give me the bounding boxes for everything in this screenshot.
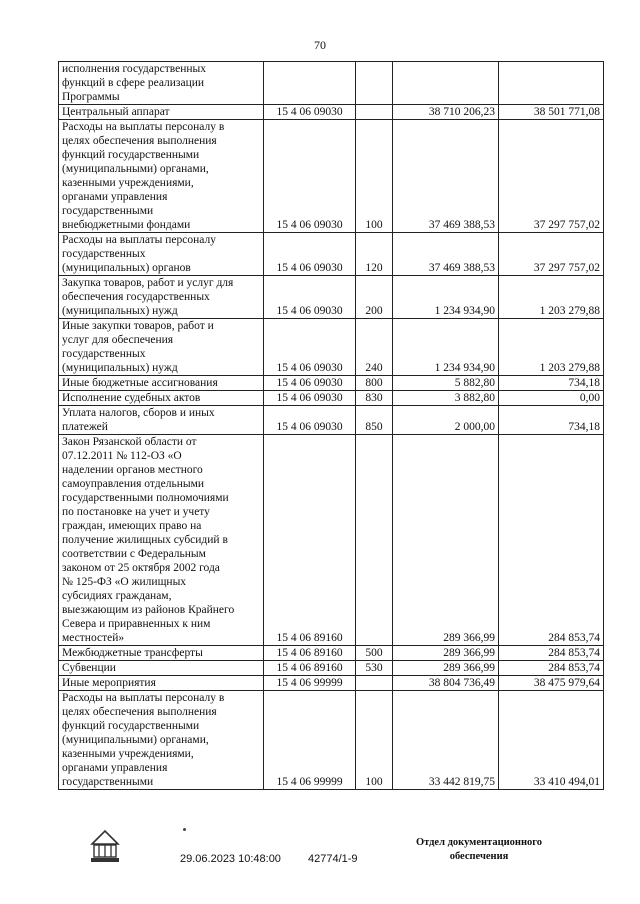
row-expense-type: 850 [356,406,393,435]
row-amount-1 [393,62,499,105]
row-amount-2: 37 297 757,02 [499,120,604,233]
row-code: 15 4 06 09030 [264,319,356,376]
row-code: 15 4 06 09030 [264,391,356,406]
table-row [59,319,604,376]
row-amount-2: 734,18 [499,406,604,435]
table-row [59,676,604,691]
row-amount-1: 289 366,99 [393,435,499,646]
table-row [59,391,604,406]
row-expense-type: 500 [356,646,393,661]
row-name: Межбюджетные трансферты [59,646,264,661]
footer-department: Отдел документационного обеспечения [415,837,543,862]
row-amount-2: 284 853,74 [499,435,604,646]
row-expense-type: 100 [356,691,393,790]
row-code: 15 4 06 09030 [264,105,356,120]
row-name: Иные закупки товаров, работ и услуг для обеспечения государственных (муниципальных) нужд [59,319,264,376]
row-code: 15 4 06 09030 [264,276,356,319]
row-name: Расходы на выплаты персоналу в целях обеспечения выполнения функций государственными (муниципальными) органами, казенными учреждениями, органами управления государственными [59,691,264,790]
mark-dot [183,828,186,831]
row-name: исполнения государственных функций в сфере реализации Программы [59,62,264,105]
row-amount-1: 289 366,99 [393,646,499,661]
row-name: Закупка товаров, работ и услуг для обеспечения государственных (муниципальных) нужд [59,276,264,319]
row-code: 15 4 06 89160 [264,661,356,676]
row-amount-1: 1 234 934,90 [393,319,499,376]
row-name: Уплата налогов, сборов и иных платежей [59,406,264,435]
row-expense-type: 800 [356,376,393,391]
row-code: 15 4 06 89160 [264,646,356,661]
row-name: Закон Рязанской области от 07.12.2011 № 112-ОЗ «О наделении органов местного самоуправления отдельными государственными полномочиями по постановке на учет и учету граждан, имеющих право на получение жилищных субсидий в соответствии с Федеральным законом от 25 октября 2002 года № 125-ФЗ «О жилищных субсидиях гражданам, выезжающим из районов Крайнего Севера и приравненных к ним местностей» [59,435,264,646]
row-code: 15 4 06 09030 [264,406,356,435]
table-row [59,691,604,790]
row-amount-2: 37 297 757,02 [499,233,604,276]
row-amount-2 [499,62,604,105]
row-name: Субвенции [59,661,264,676]
budget-table [58,61,604,790]
row-amount-1: 3 882,80 [393,391,499,406]
page-number: 70 [314,38,326,52]
table-row [59,105,604,120]
budget-table-body [59,62,604,790]
row-amount-2: 734,18 [499,376,604,391]
row-amount-1: 1 234 934,90 [393,276,499,319]
table-row [59,233,604,276]
table-row [59,406,604,435]
row-amount-1: 33 442 819,75 [393,691,499,790]
row-code: 15 4 06 09030 [264,376,356,391]
table-row [59,435,604,646]
row-code [264,62,356,105]
row-amount-1: 5 882,80 [393,376,499,391]
row-amount-1: 38 804 736,49 [393,676,499,691]
row-amount-2: 284 853,74 [499,661,604,676]
row-expense-type: 100 [356,120,393,233]
row-code: 15 4 06 09030 [264,120,356,233]
row-expense-type: 530 [356,661,393,676]
row-expense-type [356,105,393,120]
row-name: Иные мероприятия [59,676,264,691]
table-row [59,120,604,233]
row-code: 15 4 06 89160 [264,435,356,646]
row-amount-2: 1 203 279,88 [499,319,604,376]
row-expense-type: 200 [356,276,393,319]
row-expense-type: 120 [356,233,393,276]
table-row [59,276,604,319]
row-expense-type: 830 [356,391,393,406]
row-amount-1: 37 469 388,53 [393,120,499,233]
row-code: 15 4 06 99999 [264,676,356,691]
row-code: 15 4 06 99999 [264,691,356,790]
row-name: Расходы на выплаты персоналу в целях обеспечения выполнения функций государственными (муниципальными) органами, казенными учреждениями, органами управления государственными внебюджетными фондами [59,120,264,233]
row-expense-type [356,62,393,105]
row-amount-2: 38 475 979,64 [499,676,604,691]
row-expense-type [356,676,393,691]
row-amount-1: 38 710 206,23 [393,105,499,120]
row-name: Расходы на выплаты персоналу государственных (муниципальных) органов [59,233,264,276]
row-amount-2: 0,00 [499,391,604,406]
footer-doc-number: 42774/1-9 [308,853,358,865]
row-amount-2: 284 853,74 [499,646,604,661]
row-amount-1: 289 366,99 [393,661,499,676]
row-amount-2: 33 410 494,01 [499,691,604,790]
row-expense-type: 240 [356,319,393,376]
row-code: 15 4 06 09030 [264,233,356,276]
row-amount-2: 1 203 279,88 [499,276,604,319]
row-amount-1: 2 000,00 [393,406,499,435]
row-expense-type [356,435,393,646]
row-name: Исполнение судебных актов [59,391,264,406]
duma-emblem-logo [88,828,122,864]
row-name: Иные бюджетные ассигнования [59,376,264,391]
row-amount-1: 37 469 388,53 [393,233,499,276]
table-row [59,646,604,661]
table-row [59,661,604,676]
table-row [59,376,604,391]
table-row [59,62,604,105]
row-name: Центральный аппарат [59,105,264,120]
footer-datetime: 29.06.2023 10:48:00 [180,853,281,865]
row-amount-2: 38 501 771,08 [499,105,604,120]
